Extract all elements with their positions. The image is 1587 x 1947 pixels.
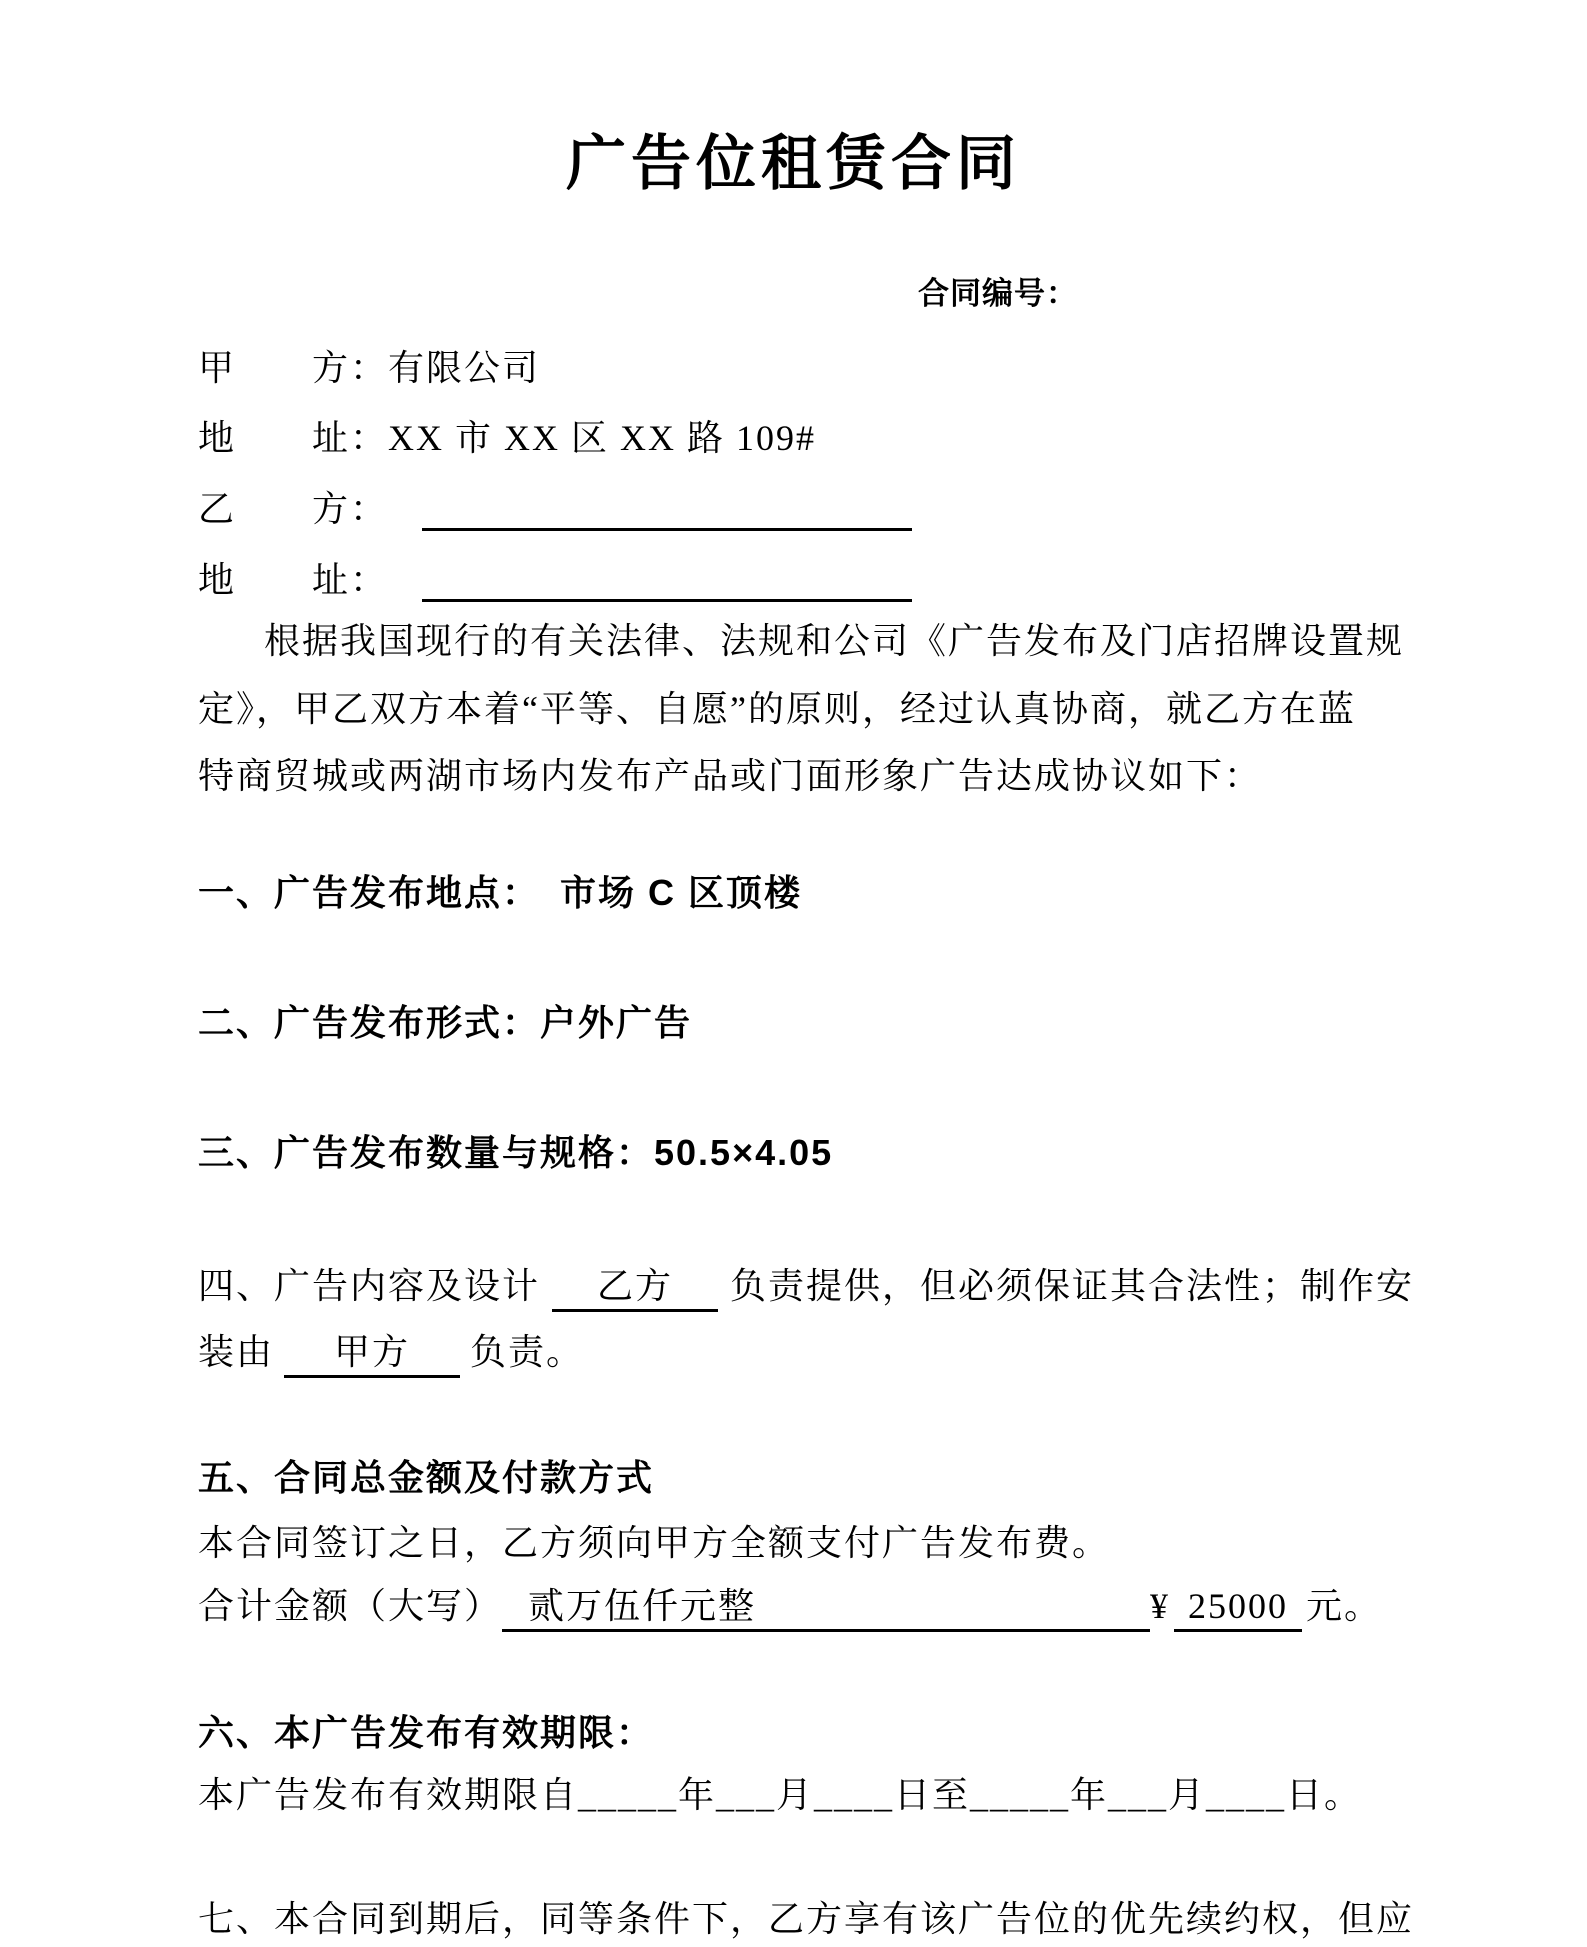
section-6-validity-line: 本广告发布有效期限自_____年___月____日至_____年___月____日。: [198, 1775, 1363, 1815]
contract-number-label: 合同编号：: [918, 276, 1078, 311]
section-4-line2-suffix: 负责。: [470, 1332, 585, 1372]
party-b-address-label: 地 址：: [198, 560, 389, 600]
section-4-suffix: 负责提供，但必须保证其合法性；制作安: [730, 1266, 1415, 1306]
preamble-line-3: 特商贸城或两湖市场内发布产品或门面形象广告达成协议如下：: [198, 756, 1263, 796]
total-amount-prefix: 合计金额（大写）: [198, 1586, 503, 1626]
section-1-heading: 一、广告发布地点： 市场 C 区顶楼: [198, 872, 803, 913]
section-7-line: 七、本合同到期后，同等条件下，乙方享有该广告位的优先续约权，但应: [198, 1899, 1415, 1939]
currency-symbol: ¥: [1150, 1586, 1171, 1626]
amount-digits-blank: 25000: [1174, 1583, 1302, 1632]
section-3-heading: 三、广告发布数量与规格：50.5×4.05: [198, 1132, 834, 1173]
section-4-provider-blank: 乙方: [552, 1263, 718, 1312]
party-b-address-blank: [422, 559, 912, 602]
party-a-value: 有限公司: [388, 348, 541, 388]
section-4-line2-prefix: 装由: [198, 1332, 275, 1372]
amount-in-words-blank: 贰万伍仟元整: [502, 1583, 1150, 1632]
party-b-label: 乙 方：: [198, 489, 389, 529]
section-5-total-line: [198, 1583, 1382, 1632]
section-4-line-1: [198, 1263, 1414, 1312]
section-2-heading: 二、广告发布形式：户外广告: [198, 1002, 693, 1043]
section-5-heading: 五、合同总金额及付款方式: [198, 1458, 655, 1498]
party-a-address-value: XX 市 XX 区 XX 路 109#: [388, 418, 817, 458]
party-b-name-blank: [422, 488, 912, 531]
preamble-line-2: 定》，甲乙双方本着“平等、自愿”的原则，经过认真协商，就乙方在蓝: [198, 689, 1356, 729]
party-a-address-label: 地 址：: [198, 418, 389, 458]
preamble-line-1: 根据我国现行的有关法律、法规和公司《广告发布及门店招牌设置规: [264, 621, 1405, 661]
party-a-row: [198, 345, 540, 391]
section-5-payment-line: 本合同签订之日，乙方须向甲方全额支付广告发布费。: [198, 1523, 1111, 1563]
party-a-label: 甲 方：: [198, 348, 389, 388]
section-4-line-2: [198, 1329, 584, 1378]
party-b-row: [198, 486, 912, 532]
document-title: 广告位租赁合同: [566, 130, 1021, 197]
section-4-maker-blank: 甲方: [284, 1329, 460, 1378]
party-b-address-row: [198, 557, 912, 603]
party-a-address-row: [198, 415, 816, 461]
section-4-prefix: 四、广告内容及设计: [198, 1266, 541, 1306]
section-6-heading: 六、本广告发布有效期限：: [198, 1712, 655, 1753]
total-amount-suffix: 元。: [1306, 1586, 1383, 1626]
